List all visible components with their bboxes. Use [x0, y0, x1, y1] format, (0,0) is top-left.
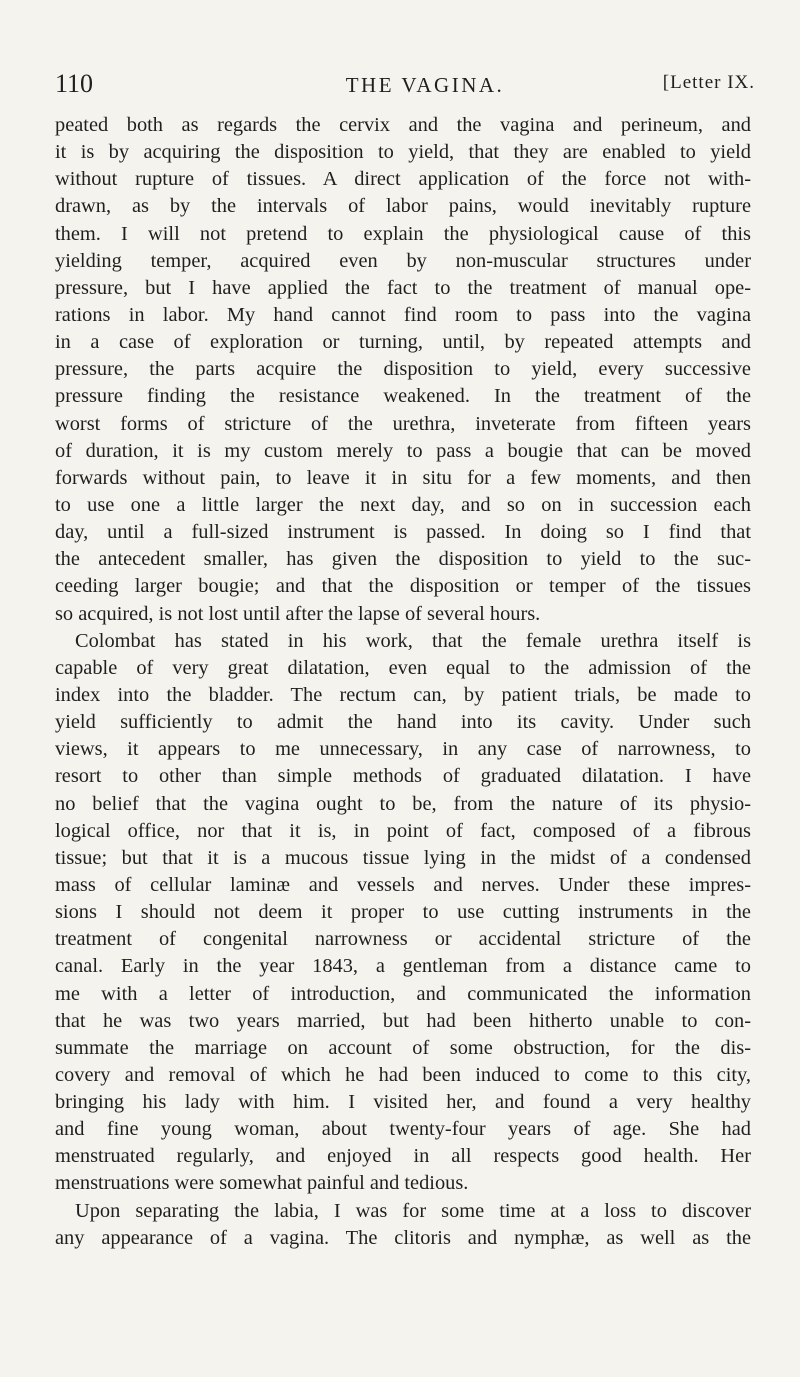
text-line: forwards without pain, to leave it in situ for a few moments, and then [55, 466, 751, 489]
text-line: mass of cellular laminæ and vessels and nerves. Under these impres- [55, 873, 751, 896]
body-text [55, 112, 751, 1252]
text-line: it is by acquiring the disposition to yield, that they are enabled to yield [55, 141, 751, 164]
text-line: index into the bladder. The rectum can, by patient trials, be made to [55, 683, 751, 706]
text-line: Upon separating the labia, I was for some time at a loss to discover [75, 1199, 751, 1222]
text-line: bringing his lady with him. I visited her, and found a very healthy [55, 1091, 751, 1114]
text-line: pressure, the parts acquire the disposition to yield, every successive [55, 358, 751, 381]
text-line: so acquired, is not lost until after the lapse of several hours. [55, 602, 541, 625]
running-title: THE VAGINA. [345, 73, 505, 97]
text-line: views, it appears to me unnecessary, in any case of narrowness, to [55, 738, 751, 761]
text-line: resort to other than simple methods of graduated dilatation. I have [55, 765, 751, 788]
text-line: me with a letter of introduction, and communicated the information [55, 982, 751, 1005]
text-line: that he was two years married, but had been hitherto unable to con- [55, 1009, 751, 1032]
text-line: tissue; but that it is a mucous tissue lying in the midst of a condensed [55, 846, 751, 869]
text-line: sions I should not deem it proper to use cutting instruments in the [55, 901, 751, 924]
text-line: logical office, nor that it is, in point of fact, composed of a fibrous [55, 819, 751, 842]
text-line: menstruations were somewhat painful and tedious. [55, 1172, 469, 1195]
text-line: day, until a full-sized instrument is passed. In doing so I find that [55, 521, 751, 544]
text-line: to use one a little larger the next day, and so on in succession each [55, 493, 751, 516]
text-line: ceeding larger bougie; and that the disposition or temper of the tissues [55, 575, 751, 598]
text-line: peated both as regards the cervix and the vagina and perineum, and [55, 114, 751, 136]
letter-heading: [Letter IX. [662, 72, 755, 93]
running-head [55, 68, 755, 100]
text-line: the antecedent smaller, has given the disposition to yield to the suc- [55, 548, 751, 571]
text-line: yielding temper, acquired even by non-muscular structures under [55, 249, 751, 272]
text-line: covery and removal of which he had been induced to come to this city, [55, 1063, 751, 1086]
text-line: in a case of exploration or turning, until, by repeated attempts and [55, 331, 751, 354]
text-line: and fine young woman, about twenty-four years of age. She had [55, 1118, 751, 1141]
text-line: capable of very great dilatation, even equal to the admission of the [55, 656, 751, 679]
text-line: drawn, as by the intervals of labor pains, would inevitably rupture [55, 195, 751, 218]
text-line: treatment of congenital narrowness or accidental stricture of the [55, 928, 751, 951]
text-line: worst forms of stricture of the urethra, inveterate from fifteen years [55, 412, 751, 435]
text-line: canal. Early in the year 1843, a gentleman from a distance came to [55, 955, 751, 978]
text-line: of duration, it is my custom merely to pass a bougie that can be moved [55, 439, 751, 462]
page-number: 110 [55, 69, 94, 98]
text-line: rations in labor. My hand cannot find room to pass into the vagina [55, 303, 751, 326]
text-line: Colombat has stated in his work, that the female urethra itself is [75, 629, 751, 652]
text-line: no belief that the vagina ought to be, from the nature of its physio- [55, 792, 751, 815]
text-line: pressure, but I have applied the fact to the treatment of manual ope- [55, 276, 751, 299]
text-line: pressure finding the resistance weakened. In the treatment of the [55, 385, 751, 408]
text-line: menstruated regularly, and enjoyed in all respects good health. Her [55, 1145, 751, 1168]
text-line: without rupture of tissues. A direct application of the force not with- [55, 168, 751, 191]
text-line: any appearance of a vagina. The clitoris and nymphæ, as well as the [55, 1226, 751, 1249]
text-line: them. I will not pretend to explain the physiological cause of this [55, 222, 751, 245]
text-line: yield sufficiently to admit the hand into its cavity. Under such [55, 711, 751, 734]
text-line: summate the marriage on account of some obstruction, for the dis- [55, 1036, 751, 1059]
